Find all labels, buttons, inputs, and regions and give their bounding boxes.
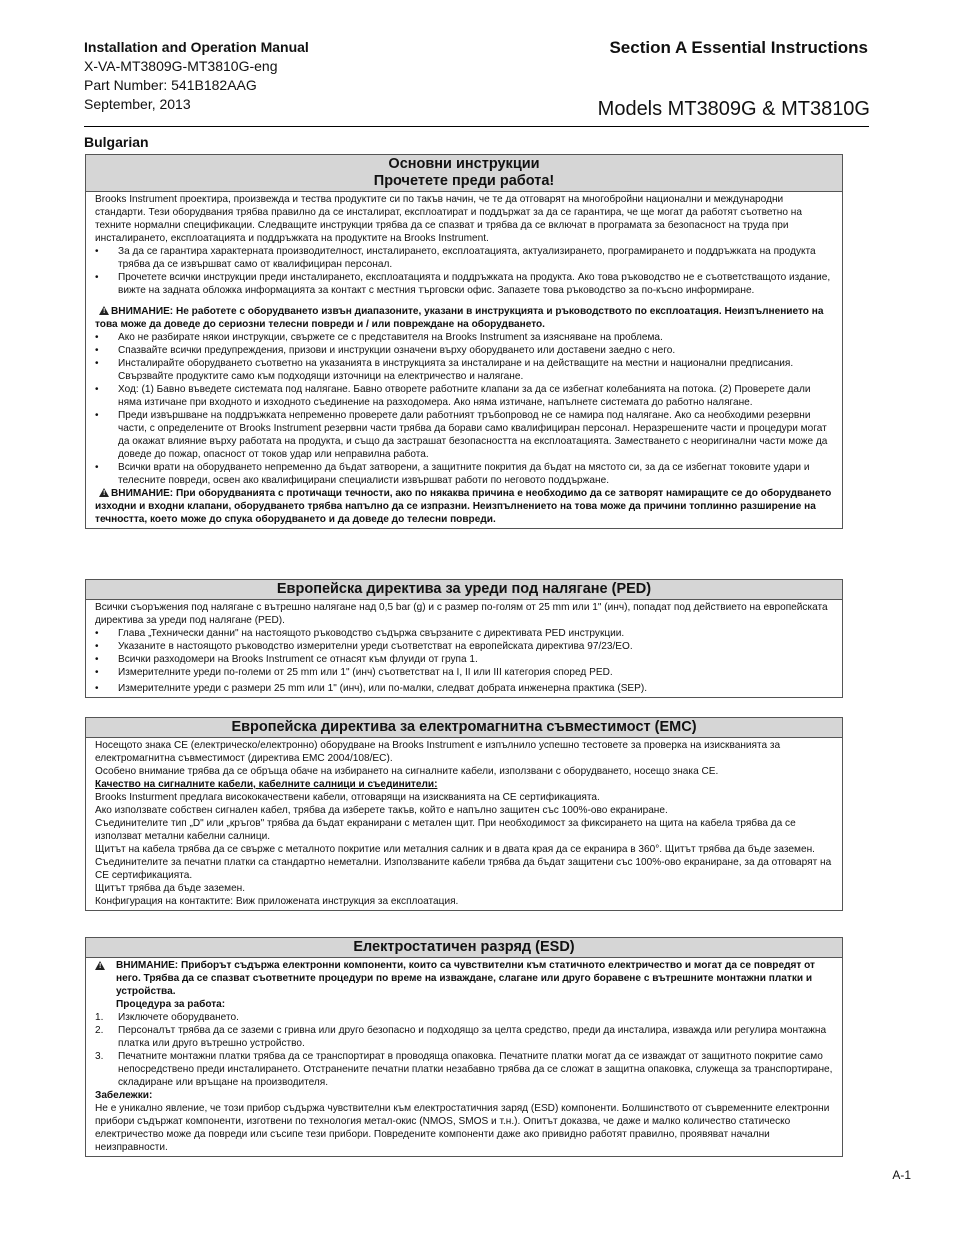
section-title: Section A Essential Instructions [609,38,868,57]
list-item: • Преди извършване на поддръжката непременно проверете дали работният тръбопровод не се намира под налягане. Ако са необходими резервни части, с определените от Brooks Instrument резервни части трябва да борави само квалифициран персонал. Неразрешените части и процедури могат да окажат влияние върху работата на продукта, и също да застрашат безопасността на експлоатацията. Заместването с неоригинални части може да доведе до пожар, опасност от токов удар или неправилна работа. [95,409,834,461]
basic-bullets-1 [95,245,834,297]
esd-warning-text: ВНИМАНИЕ: Приборът съдържа електронни компоненти, които са чувствителни към статичното електричество и могат да се повредят от него. Трябва да се спазват съответните процедури по време на изваждане, слагане или друго боравене с вътрешните монтажни платки и устройства. [116,960,815,997]
list-item: • Инсталирайте оборудването съответно на указанията в инструкцията за инсталиране и на действащите на местни и национални предписания. Свързвайте продуктите само към подходящи източници на електричество и налягане. [95,357,834,383]
basic-instructions-box [85,154,843,529]
list-item [95,1024,834,1050]
emc-paragraph-2: Особено внимание трябва да се обръща обаче на избирането на сигналните кабели, използвани с оборудването, носещо знака CE. [95,766,719,777]
list-item: • Глава „Технически данни" на настоящото ръководство съдържа свързаните с директивата PED инструкции. [95,627,834,640]
list-item: • Ако не разбирате някои инструкции, свържете се с представителя на Brooks Instrument за изясняване на проблема. [95,331,834,344]
basic-intro: Brooks Instrument проектира, произвежда и тества продуктите си по такъв начин, че те да отговарят на многобройни национални и международни стандарти. Тези оборудвания трябва правилно да се инсталират, експлоатират и поддържат за да се гарантира, че ще могат да работят съответно на техните нормални спецификации. Следващите инструкции трябва да се спазват и трябва да се включат в програмата за безопасност на труда при инсталирането, експлоатацията и поддръжката на продуктите на Brooks Instrument. [95,194,802,244]
list-item [95,1011,834,1024]
warning-text-2: ВНИМАНИЕ: При оборудванията с протичащи течности, ако по някаква причина е необходимо да се затворят намиращите се до оборудването изходни и входни клапани, оборудването трябва напълно да се изпразни. Неизпълнението на това може да причини топлинно разширение на течността, което може до спука оборудването и да доведе до телесни повреди. [95,488,832,525]
emc-box [85,717,843,911]
list-item [95,1050,834,1089]
warning-text-1: ВНИМАНИЕ: Не работете с оборудването извън диапазоните, указани в инструкцията и ръководството по експлоатация. Неизпълнението на това може да доведе до сериозни телесни повреди и / или повреждане на оборудването. [95,306,824,330]
list-item: • Указаните в настоящото ръководство измерителни уреди съответстват на европейската директива 97/23/ЕО. [95,640,834,653]
ped-title: Европейска директива за уреди под налягане (PED) [86,580,842,600]
list-item: • Всички разходомери на Brooks Instrument се отнасят към флуиди от група 1. [95,653,834,666]
esd-steps [95,1011,834,1089]
document-id: X-VA-MT3809G-MT3810G-eng [84,58,278,74]
step-text: Изключете оборудването. [118,1012,239,1023]
list-item: • Всички врати на оборудването непременно да бъдат затворени, а защитните покрития да бъдат на мястото си, за да се избегнат токовите удари и телесните повреди, освен ако квалифицирани специалисти извършват работи по неговото поддържане. [95,461,834,487]
emc-line: Ако използвате собствен сигнален кабел, трябва да изберете такъв, който е напълно защитен със 100%-ово екраниране. [95,805,668,816]
list-item: • Ход: (1) Бавно въведете системата под налягане. Бавно отворете работните клапани за да се избегнат колебанията на потока. (2) Проверете дали няма изтичане при входното и изходното съединение на разходомера. Ако няма изтичане, напълнете системата до работно налягане. [95,383,834,409]
list-item: • За да се гарантира характерната производителност, инсталирането, експлоатацията, актуализирането, програмирането и поддръжката на продукта трябва да се извършват само от квалифициран персонал. [95,245,834,271]
language-label: Bulgarian [84,134,149,150]
emc-title: Европейска директива за електромагнитна съвместимост (EMC) [86,718,842,738]
esd-warning [95,959,834,1011]
step-text: Печатните монтажни платки трябва да се транспортират в проводяща опаковка. Печатните платки могат да се изваждат от защитното покритие само непосредствено преди инсталирането. Отстранените печатни платки незабавно трябва да се сложат в защитна опаковка, служеща за транспортиране, складиране или връщане на производителя. [118,1051,833,1088]
warning-icon: ! [95,961,105,970]
basic-title-line2: Прочетете преди работа! [373,173,555,189]
esd-procedure-label: Процедура за работа: [116,999,226,1010]
ped-bullets [95,627,834,695]
step-number: 3. [95,1051,104,1062]
emc-line: Конфигурация на контактите: Виж приложената инструкция за експлоатация. [95,896,459,907]
list-item: • Спазвайте всички предупреждения, призови и инструкции означени върху оборудването или доставени заедно с него. [95,344,834,357]
ped-intro: Всички съоръжения под налягане с вътрешно налягане над 0,5 bar (g) и с размер по-голям от 25 mm или 1" (инч), попадат под действието на европейската директива за уреди под налягане (PED). [95,602,828,626]
basic-title-line1: Основни инструкции [388,156,540,172]
list-item: • Прочетете всички инструкции преди инсталирането, експлоатацията и поддръжката на продукта. Ако това ръководство не е съответстващото издание, вижте на задната обложка информацията за контакт с местния търговски офис. Запазете това ръководство за по-късно информиране. [95,271,834,297]
esd-notes-label: Забележки: [95,1090,153,1101]
step-text: Персоналът трябва да се заземи с гривна или друго безопасно и подходящо за целта средство, преди да инсталира, изважда или регулира монтажна платка или друго вътрешно устройство. [118,1025,827,1049]
header-divider [84,126,869,127]
page-number: A-1 [892,1168,911,1182]
emc-line: Щитът трябва да бъде заземен. [95,883,246,894]
emc-line: Щитът на кабела трябва да се свърже с металното покритие или металния салник и в двата края да се екранира в 360°. Щитът трябва да бъде заземен. [95,844,815,855]
step-number: 2. [95,1025,104,1036]
emc-line: Съединителите тип „D" или „кръгов" трябва да бъдат екранирани с метален щит. При необходимост за фиксирането на щита на кабела трябва да се използват метални кабелни салници. [95,818,796,842]
warning-icon: ! [99,488,109,497]
esd-title: Електростатичен разряд (ESD) [86,938,842,958]
warning-block-1 [95,305,834,331]
list-item: • Измерителните уреди по-големи от 25 mm или 1" (инч) съответстват на I, II или III категория според PED. [95,666,834,679]
emc-line: Brooks Insturment предлага висококачествени кабели, отговарящи на изискванията на CE сертификацията. [95,792,600,803]
models-title: Models MT3809G & MT3810G [597,98,870,120]
step-number: 1. [95,1012,104,1023]
list-item: • Измерителните уреди с размери 25 mm или 1" (инч), или по-малки, следват добрата инженерна практика (SEP). [95,682,834,695]
basic-instructions-title [86,155,842,192]
part-number: Part Number: 541B182AAG [84,77,257,93]
esd-box [85,937,843,1157]
manual-title: Installation and Operation Manual [84,39,309,55]
emc-paragraph-1: Носещото знака CE (електрическо/електронно) оборудване на Brooks Instrument е изпълнило успешно тестовете за проверка на изискванията за електромагнитна съвместимост (директива EMC 2004/108/EC). [95,740,781,764]
ped-box [85,579,843,698]
warning-block-2 [95,487,834,526]
esd-notes: Не е уникално явление, че този прибор съдържа чувствителни към електростатичния заряд (ESD) компоненти. Болшинството от съвременните електронни прибори съдържат компоненти, изготвени по технология метал-окис (NMOS, SMOS и т.н.). Опитът доказва, че даже и малко количество статическо електричество може да повреди или съсипе тези прибори. Повредените компоненти даже ако привидно работят правилно, проявяват начални неизправности. [95,1103,830,1153]
document-header [84,38,309,114]
warning-icon: ! [99,306,109,315]
emc-subtitle: Качество на сигналните кабели, кабелните салници и съединители: [95,779,438,790]
publication-date: September, 2013 [84,96,191,112]
basic-bullets-2 [95,331,834,487]
emc-line: Съединителите за печатни платки са стандартно неметални. Използваните кабели трябва да бъдат защитени със 100%-ово екраниране, за да отговарят на CE сертификацията. [95,857,832,881]
